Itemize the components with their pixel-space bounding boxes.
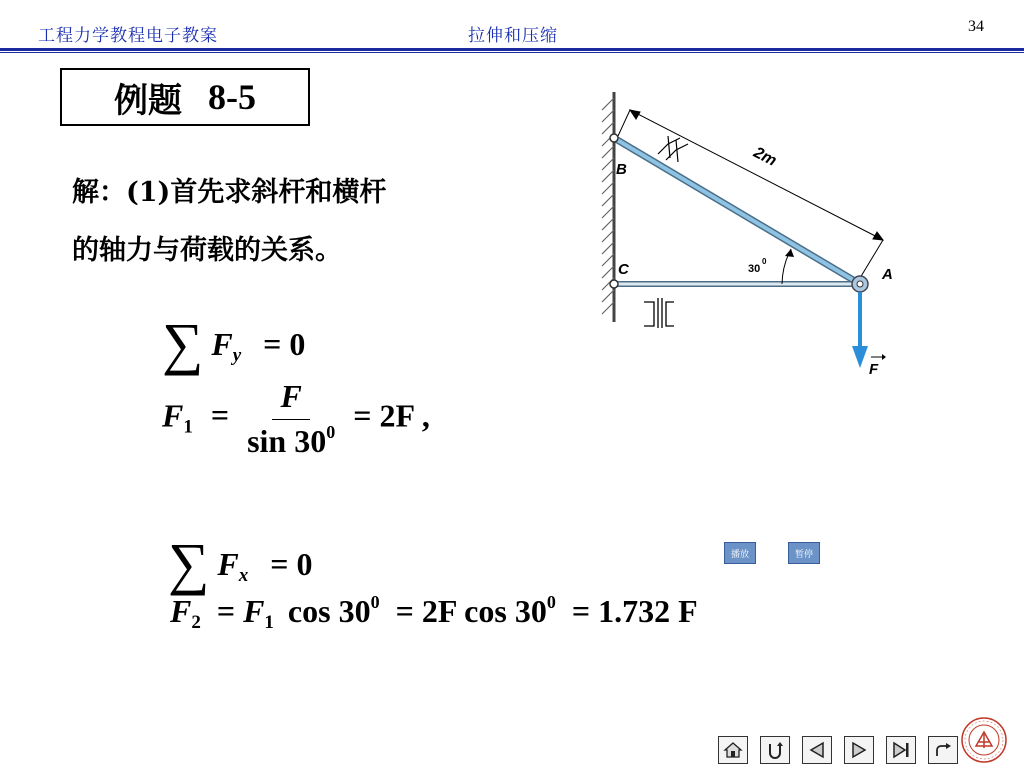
eq4-sup1: 0 <box>370 592 380 612</box>
cut-symbol-inclined <box>658 136 688 162</box>
point-A-label: A <box>882 266 893 283</box>
header-rule-thin <box>0 52 1024 53</box>
pause-button[interactable]: 暂停 <box>788 542 820 564</box>
truss-diagram <box>588 88 918 388</box>
equation-sum-fy <box>162 302 306 376</box>
last-button[interactable] <box>886 736 916 764</box>
eq3-rhs: = 0 <box>270 546 313 582</box>
eq4-fn1: cos 30 <box>287 593 371 629</box>
solution-line-1: 解：(1)首先求斜杆和横杆 <box>72 177 387 208</box>
point-C-label: C <box>618 261 629 278</box>
eq2-lhs-sub: 1 <box>183 416 193 438</box>
page-number: 34 <box>968 18 984 35</box>
eq4-term1: F <box>243 593 265 629</box>
eq2-lhs: F <box>162 397 184 434</box>
eq4-sup2: 0 <box>546 592 556 612</box>
inclined-bar-fill <box>614 138 860 284</box>
header-rule <box>0 48 1024 51</box>
eq2-numerator: F <box>272 378 309 420</box>
home-button[interactable] <box>718 736 748 764</box>
eq1-var: F <box>211 326 233 362</box>
previous-button[interactable] <box>802 736 832 764</box>
equation-sum-fx <box>168 522 313 596</box>
eq3-var: F <box>217 546 239 582</box>
eq2-den-fn: sin 30 <box>247 423 327 459</box>
cut-symbol-horizontal <box>644 298 674 328</box>
sum-symbol: ∑ <box>162 311 204 376</box>
eq1-rhs: = 0 <box>263 326 306 362</box>
example-number: 8-5 <box>208 77 256 117</box>
eq2-denominator <box>247 420 335 460</box>
eq1-sub: y <box>232 345 242 366</box>
eq4-eq2: = 2F cos 30 <box>395 593 547 629</box>
jump-button[interactable] <box>928 736 958 764</box>
solution-line-2: 的轴力与荷载的关系。 <box>72 235 342 266</box>
dimension-2m <box>618 110 883 278</box>
force-arrowhead <box>852 346 868 368</box>
university-seal-icon <box>960 716 1008 764</box>
eq3-sub: x <box>238 565 249 586</box>
angle-label: 30 <box>748 263 761 275</box>
eq4-lhs: F <box>170 593 192 629</box>
eq4-lhs-sub: 2 <box>191 612 201 633</box>
equation-f1 <box>162 378 430 460</box>
equation-f2 <box>170 592 698 634</box>
chapter-title: 拉伸和压缩 <box>468 26 558 46</box>
eq4-eq1: = <box>216 593 236 629</box>
home-icon <box>723 741 743 759</box>
pin-B <box>610 134 618 142</box>
sum-symbol-2: ∑ <box>168 531 210 596</box>
example-title-box <box>60 68 310 126</box>
eq2-eq: = <box>210 397 230 434</box>
play-button[interactable]: 播放 <box>724 542 756 564</box>
course-title: 工程力学教程电子教案 <box>38 26 218 46</box>
force-label: F <box>869 361 879 378</box>
eq4-eq3: = 1.732 F <box>571 593 698 629</box>
eq4-term1-sub: 1 <box>264 612 274 633</box>
pin-C <box>610 280 618 288</box>
example-label: 例题 <box>114 80 182 121</box>
point-B-label: B <box>616 161 627 178</box>
return-button[interactable] <box>760 736 790 764</box>
eq2-fraction <box>247 378 335 460</box>
last-icon <box>891 741 911 759</box>
jump-icon <box>933 741 953 759</box>
next-icon <box>849 741 869 759</box>
eq2-den-sup: 0 <box>326 422 336 442</box>
eq2-rhs: = 2F , <box>353 397 430 434</box>
length-label: 2m <box>750 144 780 170</box>
return-icon <box>765 741 785 759</box>
prev-icon <box>807 741 827 759</box>
next-button[interactable] <box>844 736 874 764</box>
angle-sup: 0 <box>762 257 767 266</box>
